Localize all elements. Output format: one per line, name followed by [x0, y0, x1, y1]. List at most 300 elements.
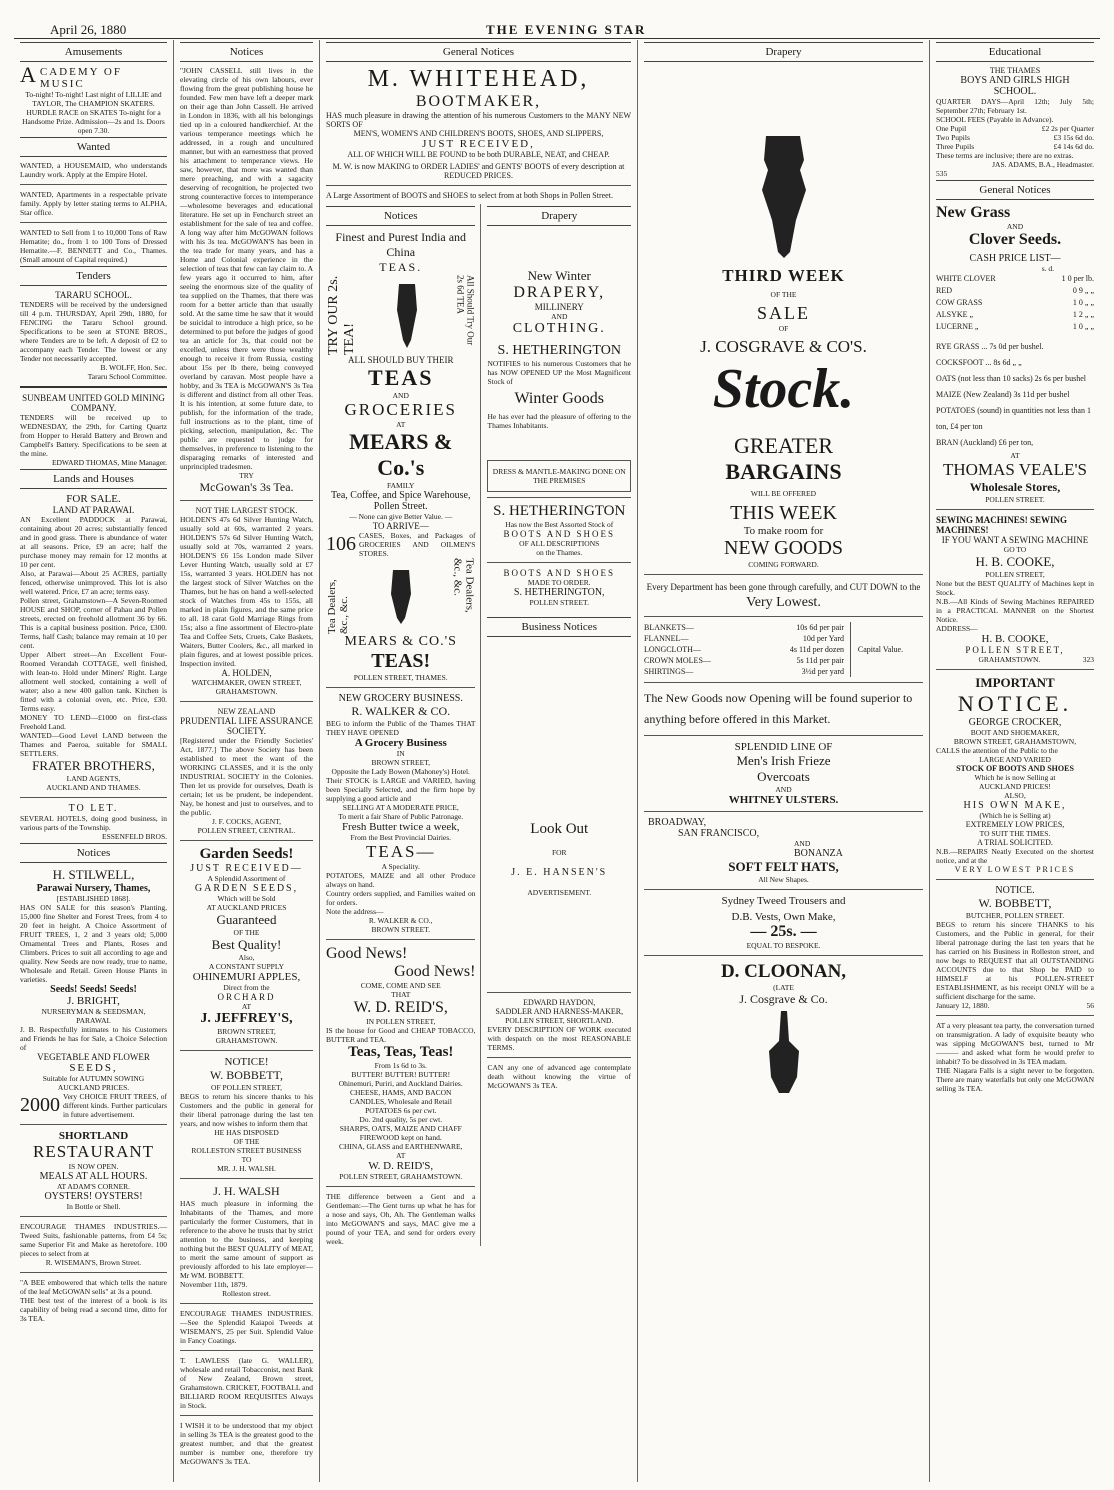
brown-street: BROWN STREET, — [371, 758, 431, 767]
bonanza: BONANZA — [794, 848, 843, 859]
academy-text: To-night! To-night! Last night of LILLIE and TAYLOR, The CHAMPION SKATERS. HURDLE RACE on SKATES To-night for a Handsome Prize. Admission—2s and 1s. Doors open 7.30. — [22, 90, 165, 135]
seed-row-0: WHITE CLOVER 1 0 per lb. — [936, 274, 1094, 283]
pollen-house-text: Pollen street, Grahamstown—A Seven-Roomed HOUSE and SHOP, corner of Pahau and Pollen streets, erected on freehold allotment 36 by 66. This is a capital business position. Price, £300. Terms, half Cash; balance may remain at 10 per cent. — [20, 596, 167, 650]
column-1 — [14, 40, 174, 1482]
price-row-1: FLANNEL— 10d per Yard — [644, 634, 844, 643]
address-label: ADDRESS— — [936, 624, 978, 633]
overcoats: Overcoats — [757, 769, 810, 784]
winter-goods: Winter Goods — [514, 390, 605, 407]
also-5: ALSO, — [1004, 791, 1026, 800]
adams-corner: AT ADAM'S CORNER. — [56, 1182, 131, 1191]
section-header-drapery: Drapery — [644, 42, 923, 62]
country-orders: Country orders supplied, and Families waited on for orders. — [326, 889, 476, 907]
newspaper-title: THE EVENING STAR — [486, 22, 647, 37]
constant-supply: A CONSTANT SUPPLY — [208, 962, 285, 971]
wanted-land: WANTED—Good Level LAND between the Thames and Paeroa, suitable for SMALL SETTLERS. — [20, 731, 167, 758]
sale-heading: SALE — [757, 303, 810, 323]
wiseman: R. WISEMAN'S, Brown Street. — [45, 1258, 142, 1267]
bobbett-5: W. BOBBETT, — [978, 896, 1052, 910]
shortland-heading: SHORTLAND — [58, 1130, 129, 1142]
none-but: None but the BEST QUALITY of Machines kept in Stock. — [936, 579, 1094, 597]
meals: MEALS AT ALL HOURS. — [39, 1171, 148, 1182]
frater-loc: AUCKLAND AND THAMES. — [46, 783, 141, 792]
cooke-nb: N.B.—All Kinds of Sewing Machines REPAIRED in a PRACTICAL MANNER on the Shortest Notice. — [936, 597, 1094, 624]
to-let-sign: ESSENFELD BROS. — [101, 832, 167, 841]
and-label-5: AND — [551, 312, 568, 321]
of-the-2: OF THE — [233, 1137, 260, 1146]
to-let: TO LET. — [68, 803, 119, 814]
mears-cos: MEARS & CO.'S — [344, 634, 457, 649]
sydney-tweed: Sydney Tweed Trousers and — [721, 895, 846, 907]
walker-name: R. WALKER & CO. — [351, 704, 451, 718]
upper-albert-text: Upper Albert street—An Excellent Four-Roomed Verandah COTTAGE, well finished, with lean-to. Hold under Miners' Right. Large allotment well stocked, containing a well of water; also a new 400 gallon tank. Kitchen is fitted with a colonial oven, etc. Price, £30. Terms easy. — [20, 650, 167, 713]
headmaster: JAS. ADAMS, B.A., Headmaster. — [992, 160, 1094, 169]
mears-heading: MEARS & Co.'s — [349, 429, 453, 480]
tararu-sign: B. WOLFF, Hon. Sec. — [100, 363, 167, 372]
come-see: COME, COME AND SEE — [360, 981, 441, 990]
hetherington-text: NOTIFIES to his numerous Customers that he has NOW OPENED UP the Most Magnificent Stock of — [487, 359, 631, 386]
fee-row-1: Two Pupils £3 15s 6d do. — [936, 133, 1094, 142]
bobbett-street: OF POLLEN STREET, — [211, 1083, 282, 1092]
db-vests: D.B. Vests, Own Make, — [731, 911, 836, 923]
tea-dealers-left: Tea Dealers, &c., &c. — [326, 579, 350, 634]
bottle-shell: In Bottle or Shell. — [66, 1202, 121, 1211]
jeffrey-street: BROWN STREET, — [217, 1027, 276, 1036]
if-you-want: IF YOU WANT A SEWING MACHINE — [941, 535, 1089, 545]
section-header-educational: Educational — [936, 42, 1094, 62]
just-received-3: JUST RECEIVED, — [422, 138, 535, 150]
established: [ESTABLISHED 1868]. — [56, 894, 131, 903]
bootmaker-label: BOOTMAKER, — [415, 93, 542, 110]
guaranteed: Guaranteed — [216, 912, 277, 927]
pollen-street-5: POLLEN STREET. — [985, 495, 1045, 504]
vegetable-flower: VEGETABLE AND FLOWER — [37, 1052, 150, 1062]
dress-mantle-making: DRESS & MANTLE-MAKING DONE ON THE PREMISES — [487, 460, 631, 492]
all-should-buy: ALL SHOULD BUY THEIR — [348, 355, 454, 365]
academy-ad: ACADEMY OF MUSIC To-night! To-night! Last night of LILLIE and TAYLOR, The CHAMPION SKATERS. HURDLE RACE on SKATES To-night for a Handsome Prize. Admission—2s and 1s. Doors open 7.30. — [20, 66, 167, 135]
column-3-notices — [326, 204, 481, 1246]
china-line: CHINA, GLASS and EARTHENWARE, — [338, 1142, 463, 1151]
ref-535: 535 — [936, 169, 948, 178]
large-varied: LARGE AND VARIED — [979, 755, 1051, 764]
notice-heading: NOTICE! — [224, 1056, 269, 1068]
speciality: A Speciality. — [381, 862, 420, 871]
extremely-low: EXTREMELY LOW PRICES, — [965, 820, 1065, 829]
reid-text: IS the house for Good and CHEAP TOBACCO, BUTTER and TEA. — [326, 1026, 476, 1044]
cheese-line: CHEESE, HAMS, AND BACON — [350, 1088, 452, 1097]
late-label: (LATE — [773, 983, 794, 992]
parawai-text: AN Excellent PADDOCK at Parawai, containing about 20 acres; substantially fenced and in good grass. There is abundance of water at all seasons. Price, £9 an acre; half the purchase money may remain for 12 months at 10 per cent. — [20, 515, 167, 569]
holden-watchmaker: WATCHMAKER, OWEN STREET, — [191, 678, 302, 687]
ohine-dairies: Ohinemuri, Puriri, and Auckland Dairies. — [338, 1079, 463, 1088]
of-the: OF THE — [233, 928, 260, 937]
irish-frieze: Men's Irish Frieze — [736, 753, 831, 768]
bright-loc: PARAWAI. — [76, 1016, 111, 1025]
bobbett-text: BEGS to return his sincere thanks to his Customers and the public in general for their liberal patronage during the last ten years, and now wishes to inform them that — [180, 1092, 313, 1128]
rolleston-street: Rolleston street. — [222, 1289, 271, 1298]
cosgrave-co: J. Cosgrave & Co. — [739, 992, 828, 1006]
teas-exclaim: TEAS! — [371, 650, 431, 672]
new-grocery: NEW GROCERY BUSINESS. — [338, 693, 463, 704]
oysters: OYSTERS! OYSTERS! — [44, 1191, 143, 1202]
notice-big: NOTICE. — [957, 691, 1073, 716]
parawai-heading: LAND AT PARAWAI. — [52, 505, 135, 515]
cooke-town: GRAHAMSTOWN. 323 — [978, 655, 1094, 664]
seed-row-1: RED 0 9 „ „ — [936, 286, 1094, 295]
crocker-street: BROWN STREET, GRAHAMSTOWN, — [953, 737, 1077, 746]
whitney-ulsters: WHITNEY ULSTERS. — [728, 794, 839, 806]
prudential-text: [Registered under the Friendly Societies' Act, 1877.] The above Society has been established to meet the want of the WORKING CLASSES, and it is the only INDUSTRIAL SOCIETY in the Colonies. Then let us provide for ourselves, Death is certain; let us be prudent, be independent. Nay, be honest and just to ourselves, and to the public. — [180, 736, 313, 817]
butter-line: BUTTER! BUTTER! BUTTER! — [351, 1070, 451, 1079]
pointing-hand-up-icon — [759, 1007, 809, 1097]
reid-name-2: W. D. REID'S, — [368, 1160, 434, 1172]
family-text: Tea, Coffee, and Spice Warehouse, Pollen Street. — [331, 490, 471, 512]
section-header-business: Business Notices — [487, 617, 631, 637]
of-label-4: OF — [778, 324, 789, 333]
this-week: THIS WEEK — [730, 502, 837, 524]
jeffrey-name: J. JEFFREY'S, — [200, 1011, 293, 1026]
pollen-street-2: POLLEN STREET. — [529, 598, 589, 607]
money-to-lend: MONEY TO LEND—£1000 on first-class Freehold Land. — [20, 713, 167, 731]
at-label-5: AT — [1010, 451, 1020, 460]
section-header-amusements: Amusements — [20, 42, 167, 62]
family-label: FAMILY — [387, 481, 415, 490]
teas-speciality: TEAS— — [365, 842, 436, 861]
auckland-prices-5: AUCKLAND PRICES! — [979, 782, 1051, 791]
at-label-3: AT — [396, 420, 406, 429]
make-room: To make room for — [743, 525, 824, 537]
extras: These terms are inclusive; there are no extras. — [936, 151, 1074, 160]
disposed: HE HAS DISPOSED — [214, 1128, 279, 1137]
mcgowan-tea: McGowan's 3s Tea. — [199, 480, 294, 494]
crocker-name: GEORGE CROCKER, — [968, 717, 1062, 728]
every-department: Every Department has been gone through carefully, and CUT DOWN to the — [646, 582, 921, 592]
wanted-hematite: WANTED to Sell from 1 to 10,000 Tons of Raw Hematite; do., from 1 to 100 Tons of Dressed Hematite.—F. BENNETT and Co., Thames. (Small amount of Capital required.) — [20, 228, 167, 264]
seeds-heading: Seeds! Seeds! Seeds! — [50, 984, 137, 995]
sunbeam-text: TENDERS will be received up to WEDNESDAY, the 29th, for Carting Quartz from Hopper to Herald Battery and Brown and Campbell's Battery. Specifications to be seen at the mine. — [20, 413, 167, 458]
try-2s-tea: TRY OUR 2s. TEA! — [326, 275, 357, 355]
look-out: Look Out — [530, 821, 589, 837]
frater-sub: LAND AGENTS, — [66, 774, 121, 783]
of-all: OF ALL DESCRIPTIONS — [519, 539, 600, 548]
whitehead-name: M. WHITEHEAD, — [367, 66, 590, 92]
large-assortment: A Large Assortment of BOOTS and SHOES to select from at both Shops in Pollen Street. — [326, 191, 613, 200]
haydon-text: EVERY DESCRIPTION OF WORK executed with despatch on the most REASONABLE TERMS. — [487, 1025, 631, 1052]
seed-row-4: LUCERNE „ 1 0 „ „ — [936, 322, 1094, 331]
to-arrive: TO ARRIVE— — [372, 521, 429, 531]
haydon-name: EDWARD HAYDON, — [523, 998, 596, 1007]
the-thames: THE THAMES — [989, 66, 1041, 75]
soft-felt-hats: SOFT FELT HATS, — [728, 859, 839, 874]
nursery-name: Parawai Nursery, Thames, — [36, 883, 151, 894]
wholesale-stores: Wholesale Stores, — [969, 480, 1061, 494]
sunbeam-sign: EDWARD THOMAS, Mine Manager. — [51, 458, 167, 467]
new-goods: NEW GOODS — [723, 537, 844, 559]
stock-text: Their STOCK is LARGE and VARIED, having been Specially Selected, and the firm hope by supplying a good article and — [326, 776, 476, 803]
wanted-apartments: WANTED, Apartments in a respectable private family. Apply by letter stating terms to ALPHA, Star office. — [20, 190, 167, 217]
fresh-butter: Fresh Butter twice a week, — [341, 821, 460, 833]
at-label-4: AT — [396, 1151, 406, 1160]
candles-line: CANDLES, Wholesale and Retail — [349, 1097, 452, 1106]
and-label-8: AND — [1006, 222, 1024, 231]
in-label: IN — [396, 749, 405, 758]
price-row-2: LONGCLOTH— 4s 11d per dozen — [644, 645, 844, 654]
drapery-heading: DRAPERY, — [513, 284, 606, 301]
also-parawai-text: Also, at Parawai—About 25 ACRES, partially fenced, otherwise unimproved. This lot is also well watered. Price, £7 an acre; terms easy. — [20, 569, 167, 596]
haydon-address: POLLEN STREET, SHORTLAND. — [505, 1016, 614, 1025]
important: IMPORTANT — [975, 675, 1055, 690]
repairs: N.B.—REPAIRS Neatly Executed on the shortest notice, and at the — [936, 847, 1094, 865]
boys-girls: BOYS AND GIRLS HIGH — [960, 75, 1070, 86]
made-to-order: MADE TO ORDER. — [527, 578, 591, 587]
cooke-pollen: POLLEN STREET, — [985, 570, 1045, 579]
walker-text: BEG to inform the Public of the Thames THAT THEY HAVE OPENED — [326, 719, 476, 737]
has-now: Has now the Best Assorted Stock of — [505, 520, 614, 529]
hansen: J. E. HANSEN'S — [511, 867, 608, 878]
pointing-hand-icon — [387, 280, 427, 350]
that-label: THAT — [391, 990, 411, 999]
which-selling: (Which he is Selling at) — [979, 811, 1051, 820]
garden-seeds-heading: Garden Seeds! — [199, 846, 294, 862]
tea-price-range: From 1s 6d to 3s. — [374, 1061, 427, 1070]
masthead-rule — [14, 38, 1100, 39]
will-be-offered: WILL BE OFFERED — [750, 489, 817, 498]
tararu-title: TARARU SCHOOL. — [55, 290, 132, 300]
walsh-text: HAS much pleasure in informing the Inhabitants of the Thames, and more particularly the former Customers, that in reference to the above he trusts that by strict attention to the business, and keeping nothing but the BEST QUALITY of MEAT, to merit the same amount of support as previously afforded to his late employer—Mr WM. BOBBETT. — [180, 1199, 313, 1280]
sharps-line: SHARPS, OATS, MAIZE AND CHAFF — [339, 1124, 462, 1133]
bobbett-date: January 12, 1880. 56 — [936, 1001, 1094, 1010]
calls-attention: CALLS the attention of the Public to the — [936, 746, 1058, 755]
hetherington-text-2: He has ever had the pleasure of offering to the Thames Inhabitants. — [487, 412, 631, 430]
pollen-thames: POLLEN STREET, THAMES. — [353, 673, 448, 682]
grocery-business: A Grocery Business — [354, 737, 447, 749]
wish-paragraph: I WISH it to be understood that my object in selling 3s TEA is the greatest good to the greatest number, and that the greatest number is number one, therefore try McGOWAN'S 3s TEA. — [180, 1421, 313, 1466]
wanted-housemaid: WANTED, a HOUSEMAID, who understands Laundry work. Apply at the Empire Hotel. — [20, 161, 167, 179]
sold: Which will be Sold — [217, 894, 276, 903]
bright-text: J. B. Respectfully intimates to his Customers and Friends he has for Sale, a Choice Selection of — [20, 1025, 167, 1052]
walker-address: R. WALKER & CO., — [368, 916, 433, 925]
section-header-general-notices: General Notices — [326, 42, 631, 62]
price-25s: — 25s. — — [750, 923, 817, 940]
academy-title: CADEMY OF MUSIC — [39, 66, 122, 90]
bobbett-name: W. BOBBETT, — [209, 1068, 283, 1082]
saddler: SADDLER AND HARNESS-MAKER, — [495, 1007, 624, 1016]
stilwell-name: H. STILWELL, — [52, 867, 135, 882]
none-can-give: — None can give Better Value. — — [349, 512, 453, 521]
encourage-tweeds: ENCOURAGE THAMES INDUSTRIES.—See the Splendid Kaiapoi Tweeds at WISEMAN'S, 25 per Suit. Splendid Value in Fancy Coatings. — [180, 1309, 313, 1345]
seed-row-3: ALSYKE „ 1 2 „ „ — [936, 310, 1094, 319]
fee-row-0: One Pupil £2 2s per Quarter — [936, 124, 1094, 133]
san-francisco: SAN FRANCISCO, — [678, 828, 760, 839]
restaurant-heading: RESTAURANT — [32, 1142, 155, 1161]
stock-heading: Stock. — [712, 358, 855, 420]
ohinemuri-apples: OHINEMURI APPLES, — [192, 971, 301, 983]
walsh-name: J. H. WALSH — [213, 1184, 280, 1198]
suit-times: TO SUIT THE TIMES. — [979, 829, 1051, 838]
section-header-notices-3: Notices — [326, 206, 475, 226]
all-found: ALL OF WHICH WILL BE FOUND to be both DURABLE, NEAT, and CHEAP. — [347, 150, 610, 159]
opposite: Opposite the Lady Bowen (Mahoney's) Hotel. — [331, 767, 470, 776]
price-row-4: SHIRTINGS— 3½d per yard — [644, 667, 844, 676]
boots-shoes: BOOTS AND SHOES — [503, 529, 615, 539]
own-make: HIS OWN MAKE, — [963, 800, 1067, 811]
potatoes-line: POTATOES 6s per cwt. — [365, 1106, 437, 1115]
go-to: GO TO — [1003, 545, 1027, 554]
nz-label: NEW ZEALAND — [217, 707, 276, 716]
prudential-title: PRUDENTIAL LIFE ASSURANCE SOCIETY. — [180, 716, 313, 736]
cash-price-list: CASH PRICE LIST— — [969, 253, 1061, 264]
selling-moderate: SELLING AT A MODERATE PRICE, — [342, 803, 459, 812]
bran: BRAN (Auckland) £6 per ton, — [936, 438, 1034, 447]
for-label: FOR — [551, 848, 567, 857]
to-let-text: SEVERAL HOTELS, doing good business, in various parts of the Township. — [20, 814, 167, 832]
sd-header: s. d. — [1041, 264, 1054, 273]
bobbett-text-5: BEGS to return his sincere THANKS to his Customers, and the Public in general, for their liberal patronage during the last ten years that he has carried on his Business in Rolleston street, and now begs to REQUEST that all OUTSTANDING ACCOUNTS due to that Shop be PAID to HIMSELF at his POLLEN-STREET ESTABLISHMENT, as his receipt ONLY will be a sufficient discharge for the same. — [936, 920, 1094, 1001]
book-paragraph: THE best test of the interest of a book is its capability of being read a second time, ditto for 3s TEA. — [20, 1296, 167, 1323]
stilwell-text: HAS ON SALE for this season's Planting, 15,000 fine Shelter and Forest Trees, from 4 to 20 feet in height. A Choice Assortment of FRUIT TREES, 1, 2 and 3 years old; 5,000 Ornamental Trees and Plants, Roses and Climbers. Prices to suit all according to age and quality. New Seeds are now ready, true to name, Wholesale and Retail. Green House Plants in varieties. — [20, 903, 167, 984]
of-the-4: OF THE — [770, 290, 797, 299]
clover-seeds: Clover Seeds. — [968, 231, 1062, 248]
maize: MAIZE (New Zealand) 3s 11d per bushel — [936, 390, 1070, 399]
good-news-1: Good News! — [326, 945, 408, 962]
encourage-text: ENCOURAGE THAMES INDUSTRIES.—Tweed Suits, fashionable patterns, from £4 5s; same Superior Fit and Make as heretofore. 100 pieces to select from at — [20, 1222, 167, 1258]
cases-text: CASES, Boxes, and Packages of GROCERIES AND OILMEN'S STORES. — [359, 531, 476, 558]
reid-name: W. D. REID'S, — [353, 999, 448, 1016]
reid-address: POLLEN STREET, GRAHAMSTOWN. — [339, 1172, 463, 1181]
bright-name: J. BRIGHT, — [67, 995, 120, 1007]
good-news-2: Good News! — [394, 963, 476, 980]
new-winter: New Winter — [527, 268, 591, 283]
gent-paragraph: THE difference between a Gent and a Gentleman:—The Gent turns up what he has for a nose and says, Oh, Ah. The Gentleman walks into McGOWAN'S and says, MAC give me a pound of your TEA, and send for orders every week. — [326, 1192, 476, 1246]
oats: OATS (not less than 10 sacks) 2s 6s per bushel — [936, 374, 1086, 383]
hand-icon — [383, 566, 419, 626]
niagara-paragraph: THE Niagara Falls is a sight never to be forgotten. There are many waterfalls but only one McGOWAN selling 3s TEA. — [936, 1066, 1094, 1093]
bargains: BARGAINS — [725, 459, 842, 484]
firewood-line: FIREWOOD kept on hand. — [359, 1133, 442, 1142]
very-lowest-prices: VERY LOWEST PRICES — [954, 865, 1076, 874]
note-address: Note the address— — [326, 907, 384, 916]
lawless-text: T. LAWLESS (late G. WALLER), wholesale and retail Tobacconist, next Bank of New Zealand, Brown street, Grahamstown. CRICKET, FOOTBALL and BILLIARD ROOM REQUISITES Always in Stock. — [180, 1356, 313, 1410]
column-4 — [638, 40, 930, 1482]
clothing-heading: CLOTHING. — [512, 321, 606, 336]
not-largest-stock: NOT THE LARGEST STOCK. — [195, 506, 298, 515]
sunbeam-title: SUNBEAM UNITED GOLD MINING COMPANY. — [22, 393, 165, 413]
tea-party-paragraph: AT a very pleasant tea party, the conversation turned on transmigration. A lady of exquisite beauty who was sipping McGOWAN'S best, turned to Mr ——— and asked what form he would prefer to inhabit? To be dissolved in 3s TEA madam. — [936, 1021, 1094, 1066]
making-order: M. W. is now MAKING to ORDER LADIES' and GENTS' BOOTS of every description at REDUCED PRICES. — [332, 162, 625, 180]
mr-walsh: MR. J. H. WALSH. — [217, 1164, 276, 1173]
tararu-text: TENDERS will be received by the undersigned till 4 p.m. THURSDAY, April 29th, 1880, for FENCING the Tararu School ground. Specifications to be seen at STONE BROS., where Tenders are to be left. A deposit of £2 to accompany each Tender. The lowest or any Tender not necessarily accepted. — [20, 300, 167, 363]
number-2000: 2000 — [20, 1094, 60, 1116]
and-label: AND — [392, 391, 409, 400]
section-header-notices-2: Notices — [180, 42, 313, 62]
whitehead-text: HAS much pleasure in drawing the attention of his numerous Customers to the MANY NEW SORTS OF — [326, 111, 631, 129]
walker-brown: BROWN STREET. — [371, 925, 431, 934]
price-row-0: BLANKETS— 10s 6d per pair — [644, 623, 844, 632]
price-list — [644, 622, 844, 677]
equal-bespoke: EQUAL TO BESPOKE. — [746, 941, 821, 950]
cocks-loc: POLLEN STREET, CENTRAL. — [197, 826, 296, 835]
cocks-agent: J. F. COCKS, AGENT, — [211, 817, 282, 826]
fruit-trees-text: Very CHOICE FRUIT TREES, of different kinds. Further particulars in future advertisement. — [63, 1092, 167, 1119]
teas-line: TEAS. — [379, 260, 423, 274]
auckland-prices: AUCKLAND PRICES. — [57, 1083, 130, 1092]
issue-date: April 26, 1880 — [50, 22, 127, 37]
direct-from: Direct from the — [223, 983, 270, 992]
hetherington-name-3: S. HETHERINGTON, — [513, 587, 605, 598]
column-2 — [174, 40, 320, 1482]
notice-5: NOTICE. — [995, 885, 1035, 896]
potatoes: POTATOES (sound) in quantities not less than 1 ton, £4 per ton — [936, 406, 1091, 431]
section-header-tenders: Tenders — [20, 266, 167, 286]
and-label-6: AND — [775, 785, 792, 794]
new-grass: New Grass — [936, 204, 1011, 221]
very-lowest: Very Lowest. — [746, 595, 821, 610]
cloonan-name: D. CLOONAN, — [720, 961, 847, 982]
seeds-line: SEEDS, — [69, 1062, 118, 1074]
butcher: BUTCHER, POLLEN STREET. — [965, 911, 1065, 920]
to-label: TO — [241, 1155, 252, 1164]
holden-text: HOLDEN'S 47s 6d Silver Hunting Watch, usually sold at 60s, warranted 2 years. HOLDEN'S 57s 6d Silver Hunting Watch, usually sold at 70s, warranted 2 years. HOLDEN'S £6 15s London made Silver Lever Hunting Watch, usually sold at £7 15s, warranted 3 years. HOLDEN has not the largest stock of Silver Watches on the Thames, but he has on hand a well-selected stock of Watches from 45s to 155s, all marked in plain figures, and the same price to all. 18 carat Gold Marriage Rings from 15s; also a fine assortment of Electro-plate Tea and Coffee Sets, Cruets, Cake Baskets, Waiters, Butter Coolers, &c., all marked in plain figures, and at lowest possible prices. Inspection invited. — [180, 515, 313, 668]
hetherington-name-2: S. HETHERINGTON — [493, 503, 626, 519]
walsh-date: November 11th, 1879. — [180, 1280, 248, 1289]
bright-sub: NURSERYMAN & SEEDSMAN, — [41, 1007, 146, 1016]
cooke-name: H. B. COOKE, — [975, 554, 1055, 569]
boot-shoemaker: BOOT AND SHOEMAKER, — [970, 728, 1060, 737]
quarter-days: QUARTER DAYS—April 12th; July 5th; September 27th; February 1st. — [936, 97, 1094, 115]
on-thames: on the Thames. — [536, 548, 583, 557]
holden-name: A. HOLDEN, — [221, 668, 272, 678]
at-label: AT — [241, 1002, 252, 1011]
cooke-name-2: H. B. COOKE, — [981, 633, 1049, 645]
try-label: TRY — [239, 471, 254, 480]
school: SCHOOL. — [993, 86, 1037, 97]
tea-dealers-right: Tea Dealers, &c., &c. — [451, 558, 476, 613]
selling-at: Which he is now Selling at — [974, 773, 1056, 782]
cassell-article: "JOHN CASSELL still lives in the elevating circle of his own labours, ever flowing from the great publishing house he founded. Few men have left a deeper mark on their age than John Cassell. He arrived in London in 1836, with all his belongings tied up in a coloured handkerchief. At the various temperance meetings which he addressed, in a rough and uncultured manner, but with an earnestness that proved his attachment to temperance views. He saw, however, that more was wanted than mere preaching, and with a sagacity deserving of recognition, he projected two strong counteractive forces to intemperance—wholesome beverages and educational literature. He set up in Fenchurch street an establishment for the sale of tea and coffee. A long way after him McGOWAN follows with his 3s tea. McGOWAN'S has been in the tea trade for many years, and has a Home and Colonial experience in the selection of teas that few can lay claim to. A few years ago it occurred to him, after seeing the enormous size of the quality of tea supplied on the Thames, that there was room for a better article than that usually sold. At the same time he saw that it would be suicidal to introduce a high price, so he determined to put before the judges of good tea an article for 3s, that could not be excelled, unless there were those wealthy enough to receive it from Russia, costing about 15s per lb there, being conveyed overland by caravan. Most people have a hobby, and 3s TEA is McGOWAN'S 3s Tea is different and distinct from all other Teas. It is his intention, at some future date, to publish, for the information of the trade, full instructions as to the plant, time of picking, selection, manipulation, &c. The public are requested to judge for themselves, in preference to listening to the disparaging remarks of interested and unprincipled tradesmen. — [180, 66, 313, 471]
coming-forward: COMING FORWARD. — [748, 560, 819, 569]
whitehead-sorts: MEN'S, WOMEN'S AND CHILDREN'S BOOTS, SHOES, AND SLIPPERS, — [353, 129, 604, 138]
auckland-prices-2: AT AUCKLAND PRICES — [206, 903, 287, 912]
all-new-shapes: All New Shapes. — [758, 875, 809, 884]
cooke-pollen-2: POLLEN STREET, — [965, 645, 1065, 655]
section-header-general-notices-5: General Notices — [936, 180, 1094, 200]
and-label-7: AND — [794, 839, 811, 848]
death-paragraph: CAN any one of advanced age contemplate death without knowing the virtue of McGOWAN'S 3s TEA. — [487, 1063, 631, 1090]
rolleston-business: ROLLESTON STREET BUSINESS — [191, 1146, 302, 1155]
splendid-line: SPLENDID LINE OF — [734, 741, 833, 753]
broadway: BROADWAY, — [648, 817, 707, 828]
tararu-committee: Tararu School Committee. — [87, 372, 167, 381]
boots-shoes-2: BOOTS AND SHOES — [503, 568, 615, 578]
for-sale-heading: FOR SALE. — [66, 493, 121, 505]
best-quality: Best Quality! — [211, 937, 282, 952]
new-goods-now: The New Goods now Opening will be found superior to anything before offered in this Market. — [644, 691, 913, 726]
orchard: ORCHARD — [217, 992, 276, 1002]
column-3 — [320, 40, 638, 1482]
teas-teas-teas: Teas, Teas, Teas! — [348, 1044, 454, 1060]
masthead — [0, 0, 1114, 36]
garden-seeds: GARDEN SEEDS, — [194, 883, 299, 894]
school-fees: SCHOOL FEES (Payable in Advance). — [936, 115, 1054, 124]
teas-heading: TEAS — [368, 365, 434, 390]
also-label: Also, — [238, 953, 255, 962]
stock-boots: STOCK OF BOOTS AND SHOES — [956, 764, 1074, 773]
number-106: 106 — [326, 533, 356, 555]
frater-brothers: FRATER BROTHERS, — [32, 758, 155, 773]
merit: To merit a fair Share of Public Patronage. — [338, 812, 464, 821]
column-5 — [930, 40, 1100, 1482]
millinery: MILLINERY — [534, 302, 584, 312]
